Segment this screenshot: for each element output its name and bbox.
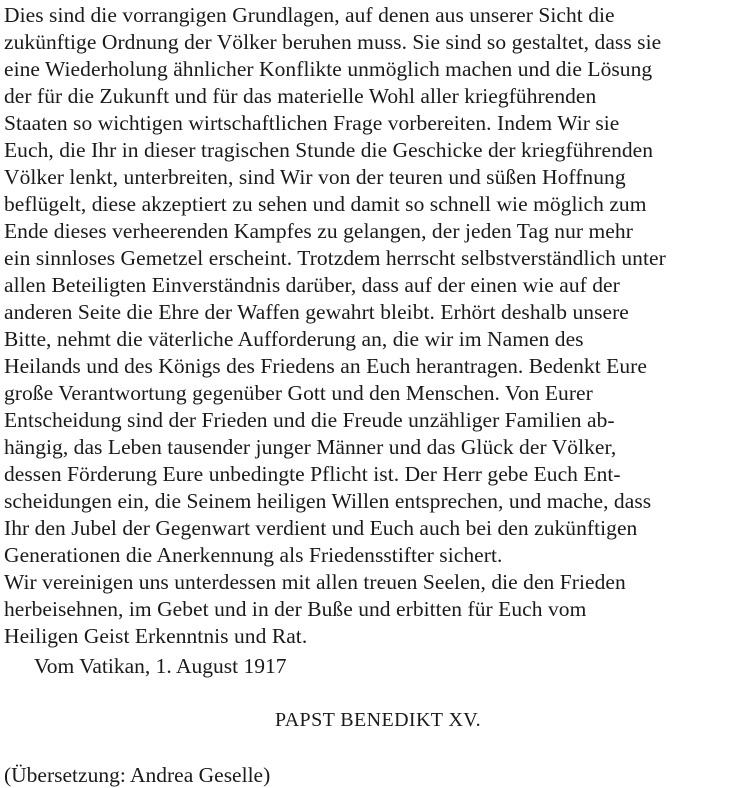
body-line: ein sinnloses Gemetzel erscheint. Trotzdem herrscht selbstverständlich unter <box>4 246 666 270</box>
body-line: Entscheidung sind der Frieden und die Freude unzähliger Familien ab- <box>4 408 615 432</box>
body-line: Bitte, nehmt die väterliche Aufforderung an, die wir im Namen des <box>4 327 584 351</box>
body-line: Ende dieses verheerenden Kampfes zu gelangen, der jeden Tag nur mehr <box>4 219 633 243</box>
body-line: scheidungen ein, die Seinem heiligen Willen entsprechen, und mache, dass <box>4 489 652 513</box>
body-line: große Verantwortung gegenüber Gott und den Menschen. Von Eurer <box>4 381 593 405</box>
signature: PAPST BENEDIKT XV. <box>275 709 481 731</box>
body-line: anderen Seite die Ehre der Waffen gewahrt bleibt. Erhört deshalb unsere <box>4 300 629 324</box>
body-line: eine Wiederholung ähnlicher Konflikte unmöglich machen und die Lösung <box>4 57 653 81</box>
body-line: zukünftige Ordnung der Völker beruhen muss. Sie sind so gestaltet, dass sie <box>4 30 662 54</box>
body-line: Dies sind die vorrangigen Grundlagen, auf denen aus unserer Sicht die <box>4 3 615 27</box>
body-line: Heiligen Geist Erkenntnis und Rat. <box>4 624 308 648</box>
body-line: Heilands und des Königs des Friedens an Euch herantragen. Bedenkt Eure <box>4 354 647 378</box>
body-line: hängig, das Leben tausender junger Männer und das Glück der Völker, <box>4 435 617 459</box>
body-line: Staaten so wichtigen wirtschaftlichen Frage vorbereiten. Indem Wir sie <box>4 111 620 135</box>
dateline: Vom Vatikan, 1. August 1917 <box>34 654 287 678</box>
body-line: allen Beteiligten Einverständnis darüber, dass auf der einen wie auf der <box>4 273 620 297</box>
body-line: herbeisehnen, im Gebet und in der Buße und erbitten für Euch vom <box>4 597 587 621</box>
body-line: Wir vereinigen uns unterdessen mit allen treuen Seelen, die den Frieden <box>4 570 626 594</box>
body-line: Generationen die Anerkennung als Friedensstifter sichert. <box>4 543 503 567</box>
body-line: Euch, die Ihr in dieser tragischen Stunde die Geschicke der kriegführenden <box>4 138 654 162</box>
body-line: dessen Förderung Eure unbedingte Pflicht ist. Der Herr gebe Euch Ent- <box>4 462 621 486</box>
body-line: Völker lenkt, unterbreiten, sind Wir von der teuren und süßen Hoffnung <box>4 165 626 189</box>
body-line: beflügelt, diese akzeptiert zu sehen und damit so schnell wie möglich zum <box>4 192 647 216</box>
translation-credit: (Übersetzung: Andrea Geselle) <box>4 763 271 787</box>
body-line: der für die Zukunft und für das materielle Wohl aller kriegführenden <box>4 84 597 108</box>
body-line: Ihr den Jubel der Gegenwart verdient und Euch auch bei den zukünftigen <box>4 516 638 540</box>
